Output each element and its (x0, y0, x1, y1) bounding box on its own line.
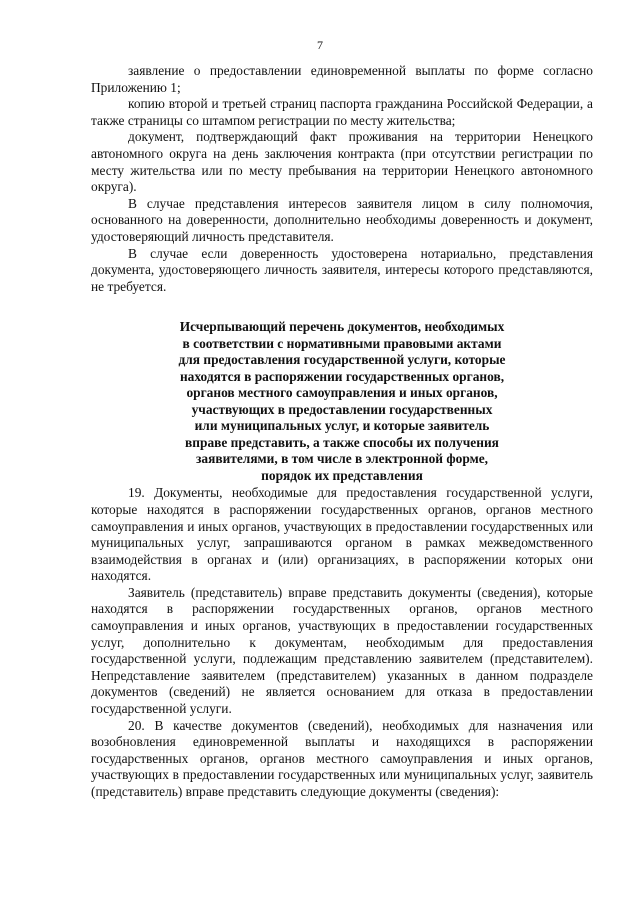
paragraph: 19. Документы, необходимые для предоставления государственной услуги, которые находятся в распоряжении государственных органов, органов местного самоуправления и иных органов, участвующих в предоставлении государственных или муниципальных услуг, запрашиваются органом в рамках межведомственного взаимодействия в органах и (или) организациях, в распоряжении которых они находятся. (91, 485, 593, 584)
heading-line: порядок их представления (261, 467, 423, 483)
paragraph: документ, подтверждающий факт проживания на территории Ненецкого автономного округа на день заключения контракта (при отсутствии регистрации по месту жительства или по месту пребывания на территории Ненецкого автономного округа). (91, 129, 593, 195)
heading-line: находятся в распоряжении государственных органов, (179, 368, 505, 384)
paragraph: В случае представления интересов заявителя лицом в силу полномочия, основанного на доверенности, дополнительно необходимы доверенность и документ, удостоверяющий личность представителя. (91, 195, 593, 244)
heading-line: органов местного самоуправления и иных органов, (186, 385, 498, 401)
heading-line: для предоставления государственной услуги, которые (178, 352, 506, 368)
paragraph: В случае если доверенность удостоверена нотариально, представления документа, удостоверяющего личность заявителя, интересы которого представляются, не требуется. (91, 245, 593, 294)
document-body (91, 63, 593, 801)
paragraph: заявление о предоставлении единовременной выплаты по форме согласно Приложению 1; (91, 63, 593, 95)
heading-line: вправе представить, а также способы их получения (185, 434, 499, 450)
heading-line: заявителями, в том числе в электронной форме, (196, 451, 488, 467)
heading-line: в соответствии с нормативными правовыми актами (182, 335, 502, 351)
paragraph: Заявитель (представитель) вправе представить документы (сведения), которые находятся в распоряжении государственных органов, органов местного самоуправления и иных органов, участвующих в предоставлении государственных услуг, дополнительно к документам, необходимым для предоставления государственной услуги, подлежащим представлению заявителем (представителем). Непредставление заявителем (представителем) указанных в данном подразделе документов (сведений) не является основанием для отказа в предоставлении государственной услуги. (91, 584, 593, 717)
paragraph: 20. В качестве документов (сведений), необходимых для назначения или возобновления единовременной выплаты и находящихся в распоряжении государственных органов, органов местного самоуправления и иных органов, участвующих в предоставлении государственных или муниципальных услуг, заявитель (представитель) вправе представить следующие документы (сведения): (91, 717, 593, 799)
section-heading (91, 319, 593, 484)
heading-line: или муниципальных услуг, и которые заявитель (194, 418, 490, 434)
paragraph: копию второй и третьей страниц паспорта гражданина Российской Федерации, а также страницы со штампом регистрации по месту жительства; (91, 96, 593, 128)
page-number: 7 (317, 38, 323, 52)
heading-line: участвующих в предоставлении государственных (191, 401, 493, 417)
heading-line: Исчерпывающий перечень документов, необходимых (179, 319, 505, 335)
